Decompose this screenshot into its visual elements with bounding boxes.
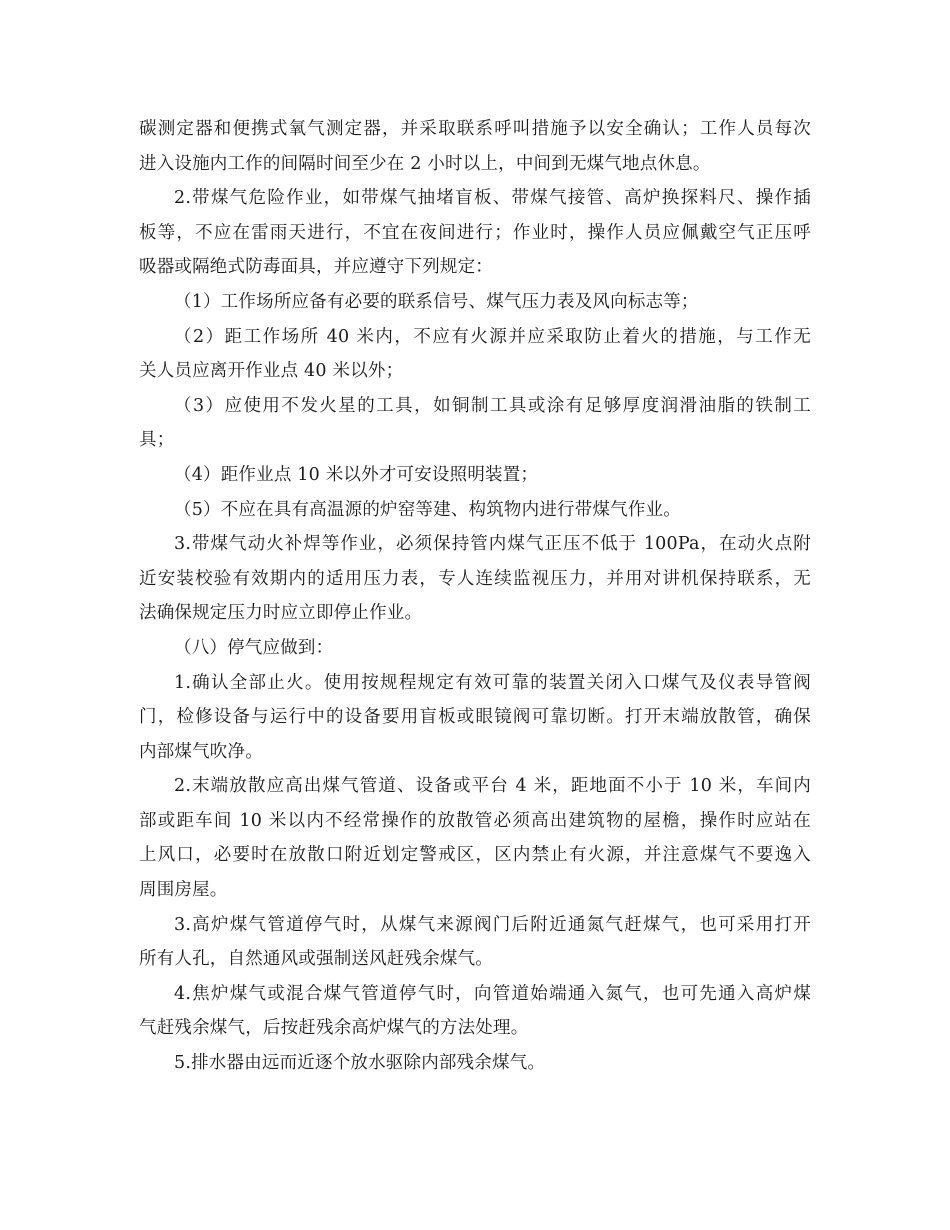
list-item: （5）不应在具有高温源的炉窑等建、构筑物内进行带煤气作业。 bbox=[174, 499, 681, 520]
paragraph-line: 3.带煤气动火补焊等作业，必须保持管内煤气正压不低于 100Pa，在动火点附 bbox=[174, 534, 811, 555]
paragraph-line: 所有人孔，自然通风或强制送风赶残余煤气。 bbox=[139, 949, 493, 970]
paragraph-line: 具； bbox=[139, 430, 175, 451]
paragraph-line: 板等，不应在雷雨天进行，不宜在夜间进行；作业时，操作人员应佩戴空气正压呼 bbox=[139, 222, 811, 243]
paragraph-line: 关人员应离开作业点 40 米以外； bbox=[139, 361, 404, 382]
paragraph-line: 吸器或隔绝式防毒面具，并应遵守下列规定： bbox=[139, 257, 493, 278]
paragraph-line: 1.确认全部止火。使用按规程规定有效可靠的装置关闭入口煤气及仪表导管阀 bbox=[174, 672, 811, 693]
paragraph-line: 碳测定器和便携式氧气测定器，并采取联系呼叫措施予以安全确认；工作人员每次 bbox=[139, 119, 811, 139]
paragraph-line: 4.焦炉煤气或混合煤气管道停气时，向管道始端通入氮气，也可先通入高炉煤 bbox=[174, 983, 811, 1004]
paragraph-line: 上风口，必要时在放散口附近划定警戒区，区内禁止有火源，并注意煤气不要逸入 bbox=[139, 845, 811, 866]
paragraph-line: 法确保规定压力时应立即停止作业。 bbox=[139, 603, 423, 624]
document-body bbox=[139, 112, 811, 1081]
paragraph-line: 2.带煤气危险作业，如带煤气抽堵盲板、带煤气接管、高炉换探料尺、操作插 bbox=[174, 188, 811, 209]
paragraph-line: 5.排水器由远而近逐个放水驱除内部残余煤气。 bbox=[174, 1053, 546, 1074]
paragraph-line: 近安装校验有效期内的适用压力表，专人连续监视压力，并用对讲机保持联系，无 bbox=[139, 568, 811, 589]
list-item: （1）工作场所应备有必要的联系信号、煤气压力表及风向标志等； bbox=[174, 291, 699, 312]
paragraph-line: 进入设施内工作的间隔时间至少在 2 小时以上，中间到无煤气地点休息。 bbox=[139, 153, 711, 174]
paragraph-line: 周围房屋。 bbox=[139, 880, 228, 901]
paragraph-line: 气赶残余煤气，后按赶残余高炉煤气的方法处理。 bbox=[139, 1018, 529, 1039]
paragraph-line: 2.末端放散应高出煤气管道、设备或平台 4 米，距地面不小于 10 米，车间内 bbox=[174, 776, 811, 797]
paragraph-line: 3.高炉煤气管道停气时，从煤气来源阀门后附近通氮气赶煤气，也可采用打开 bbox=[174, 914, 811, 935]
section-heading: （八）停气应做到： bbox=[174, 637, 334, 658]
list-item: （4）距作业点 10 米以外才可安设照明装置； bbox=[174, 464, 539, 485]
paragraph-line: 内部煤气吹净。 bbox=[139, 741, 263, 762]
list-item: （3）应使用不发火星的工具，如铜制工具或涂有足够厚度润滑油脂的铁制工 bbox=[174, 395, 811, 416]
paragraph-line: 部或距车间 10 米以内不经常操作的放散管必须高出建筑物的屋檐，操作时应站在 bbox=[139, 810, 811, 831]
paragraph-line: 门，检修设备与运行中的设备要用盲板或眼镜阀可靠切断。打开末端放散管，确保 bbox=[139, 707, 811, 728]
list-item: （2）距工作场所 40 米内，不应有火源并应采取防止着火的措施，与工作无 bbox=[174, 326, 811, 347]
